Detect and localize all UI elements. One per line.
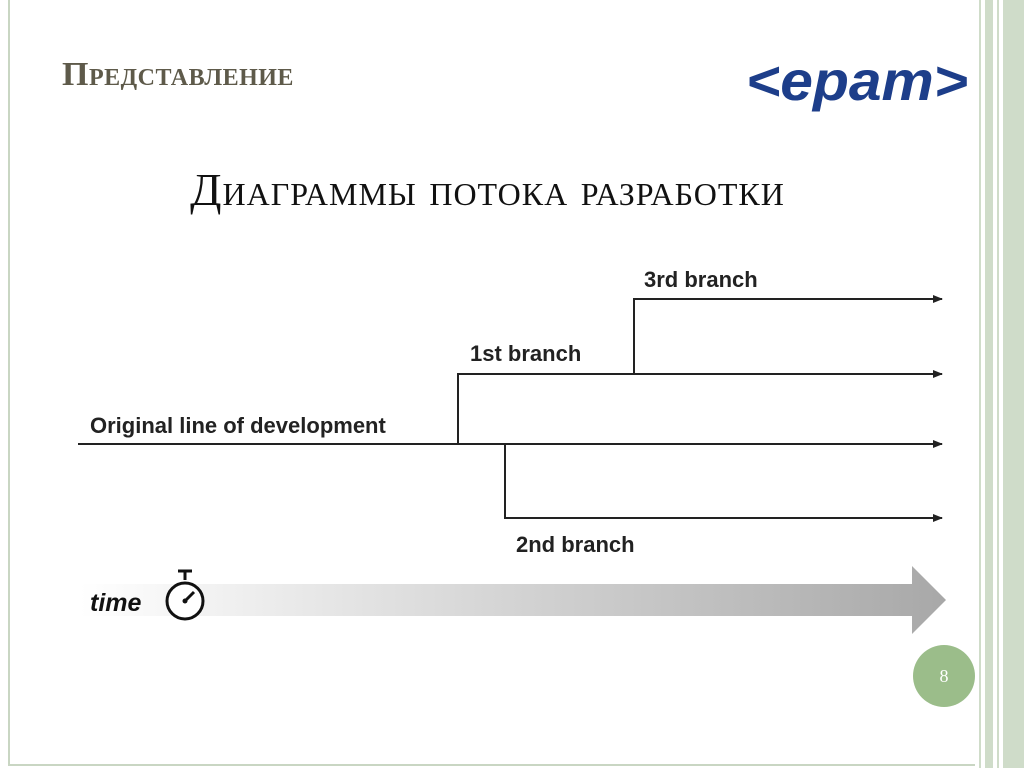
page-number-badge: 8 — [913, 645, 975, 707]
slide-heading: Диаграммы потока разработки — [190, 164, 785, 215]
first-branch-label: 1st branch — [470, 341, 582, 366]
logo-text: <epam> — [746, 49, 968, 112]
original-line-label: Original line of development — [90, 413, 386, 438]
section-title: Представление — [62, 56, 294, 93]
third-branch-line — [634, 299, 942, 374]
time-arrow — [80, 566, 946, 634]
first-branch-line — [458, 374, 942, 444]
time-label: time — [90, 589, 142, 617]
third-branch-label: 3rd branch — [644, 267, 758, 292]
stopwatch-icon — [167, 571, 203, 619]
second-branch-label: 2nd branch — [516, 532, 635, 557]
second-branch-line — [505, 444, 942, 518]
